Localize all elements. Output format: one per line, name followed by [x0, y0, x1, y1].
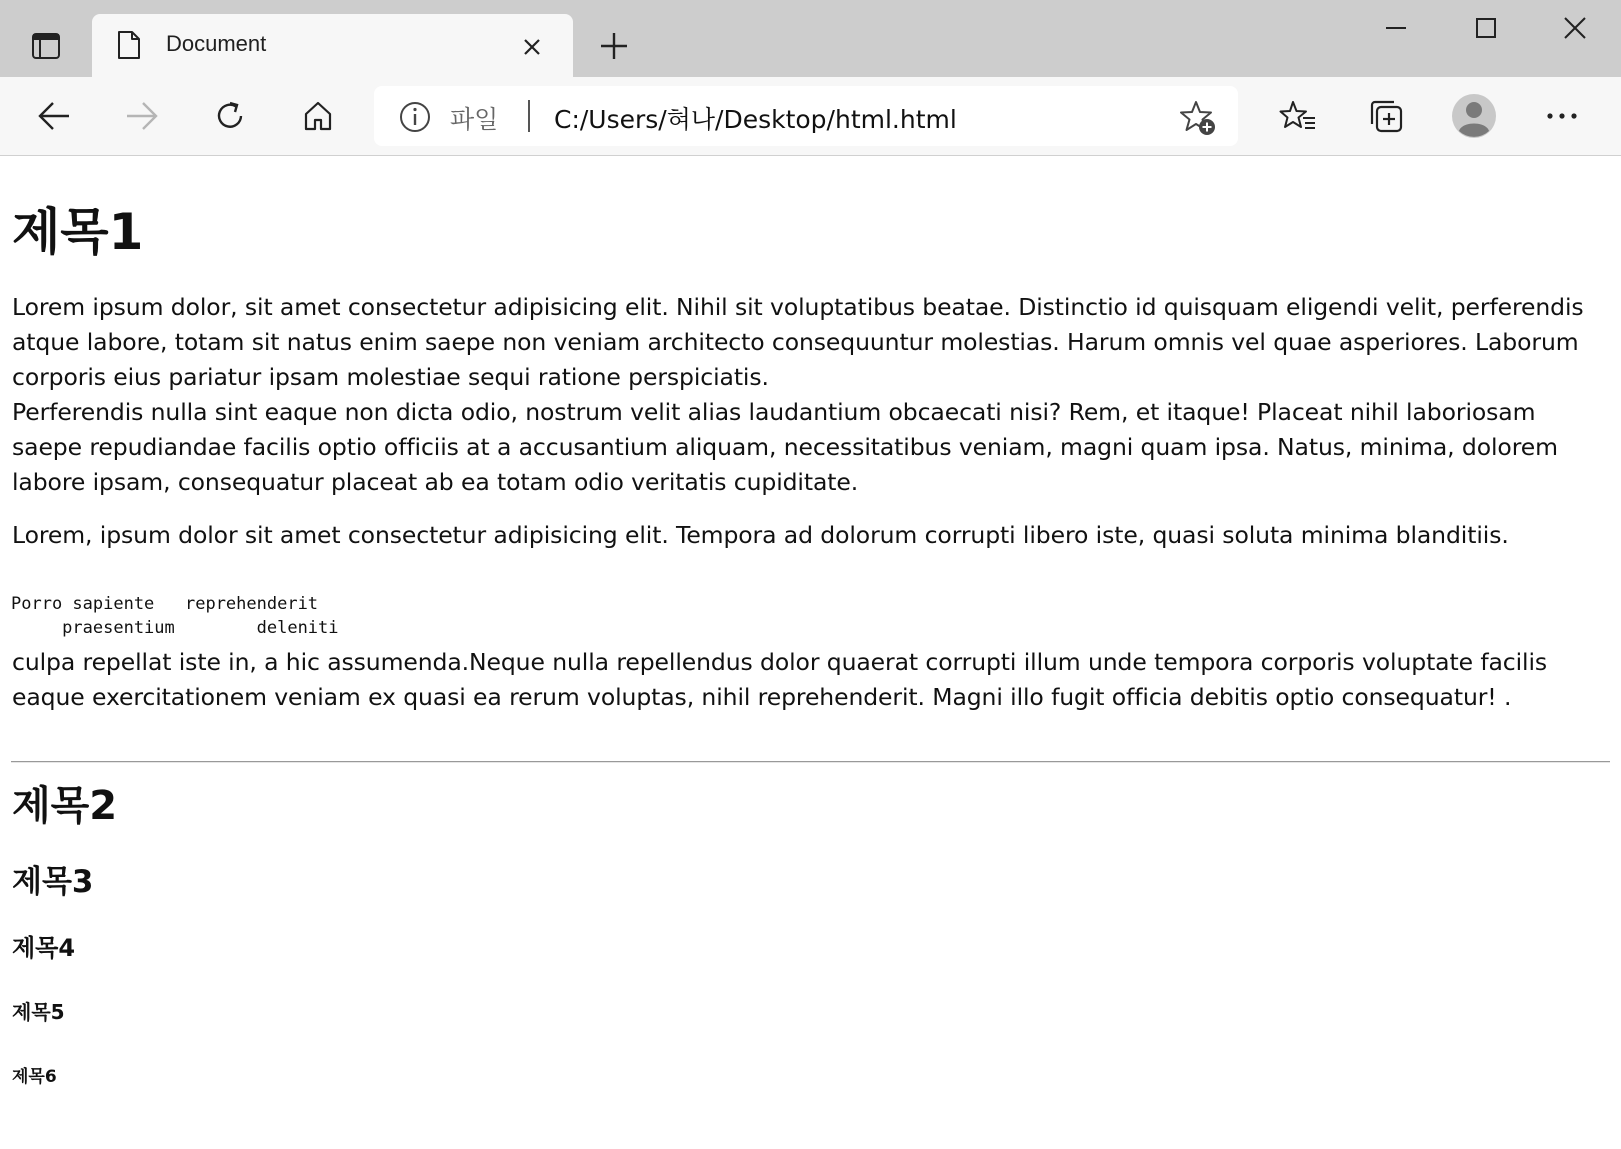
url-text[interactable]: C:/Users/혀나/Desktop/html.html — [554, 105, 957, 134]
paragraph-2: Lorem, ipsum dolor sit amet consectetur adipisicing elit. Tempora ad dolorum corrupti libero iste, quasi soluta minima blanditiis. — [12, 521, 1509, 549]
heading-6: 제목6 — [12, 1067, 57, 1087]
tab-close-button[interactable] — [517, 32, 547, 62]
profile-button[interactable] — [1446, 88, 1502, 144]
arrow-left-icon — [37, 101, 71, 131]
tab-actions-button[interactable] — [14, 22, 78, 70]
close-icon — [522, 37, 542, 57]
heading-2: 제목2 — [12, 783, 118, 829]
forward-button[interactable] — [114, 88, 170, 144]
document-icon — [114, 30, 144, 60]
settings-menu-button[interactable] — [1534, 88, 1590, 144]
home-button[interactable] — [290, 88, 346, 144]
paragraph-1 — [12, 290, 1609, 500]
favorites-icon — [1279, 99, 1317, 133]
horizontal-rule — [11, 761, 1610, 763]
tab-actions-icon — [31, 32, 61, 60]
collections-button[interactable] — [1358, 88, 1414, 144]
window-close-button[interactable] — [1545, 4, 1605, 52]
arrow-right-icon — [125, 101, 159, 131]
preformatted-text: Porro sapiente reprehenderit praesentium deleniti — [11, 594, 339, 638]
address-bar[interactable] — [374, 86, 1238, 146]
tab-document[interactable] — [92, 14, 573, 77]
heading-3: 제목3 — [12, 864, 94, 900]
minimize-button[interactable] — [1366, 4, 1426, 52]
heading-1: 제목1 — [12, 203, 144, 261]
collections-icon — [1368, 98, 1404, 134]
address-separator — [528, 100, 530, 132]
home-icon — [302, 100, 334, 132]
star-plus-icon — [1179, 99, 1217, 137]
refresh-icon — [213, 99, 247, 133]
browser-toolbar — [0, 77, 1621, 156]
window-close-icon — [1562, 15, 1588, 41]
back-button[interactable] — [26, 88, 82, 144]
paragraph-1-text: Lorem ipsum dolor, sit amet consectetur adipisicing elit. Nihil sit voluptatibus beatae. Distinctio id quisquam eligendi velit, perferendis atque labore, totam sit natus enim saepe non veniam architecto consequuntur molestias. Harum omnis vel quae asperiores. Laborum corporis eius pariatur ipsam molestiae sequi ratione perspiciatis. — [12, 293, 1584, 391]
paragraph-1-text-after-break: Perferendis nulla sint eaque non dicta odio, nostrum velit alias laudantium obcaecati nisi? Rem, et itaque! Placeat nihil laboriosam saepe repudiandae facilis optio officiis at a accusantium aliquam, necessitatibus veniam, magni quam ipsa. Natus, minima, dolorem labore ipsam, consequatur placeat ab ea totam odio veritatis cupiditate. — [12, 398, 1558, 496]
tab-title: Document — [166, 31, 267, 56]
new-tab-button[interactable] — [590, 22, 638, 70]
favorites-button[interactable] — [1270, 88, 1326, 144]
paragraph-3: culpa repellat iste in, a hic assumenda.Neque nulla repellendus dolor quaerat corrupti illum unde tempora corporis voluptate facilis eaque exercitationem veniam ex quasi ea rerum voluptas, nihil reprehenderit. Magni illo fugit officia debitis optio consequatur! . — [12, 648, 1548, 711]
site-label: 파일 — [450, 105, 499, 134]
profile-avatar-icon — [1451, 93, 1497, 139]
heading-4: 제목4 — [12, 934, 76, 962]
plus-icon — [599, 31, 629, 61]
tab-strip — [0, 0, 1621, 77]
ellipsis-icon — [1546, 112, 1578, 120]
info-icon — [399, 101, 431, 133]
page-content — [0, 156, 1621, 1149]
add-favorite-button[interactable] — [1178, 98, 1218, 138]
maximize-icon — [1474, 16, 1498, 40]
refresh-button[interactable] — [202, 88, 258, 144]
maximize-button[interactable] — [1456, 4, 1516, 52]
minimize-icon — [1384, 16, 1408, 40]
heading-5: 제목5 — [12, 1000, 65, 1024]
site-info-button[interactable] — [398, 100, 432, 134]
